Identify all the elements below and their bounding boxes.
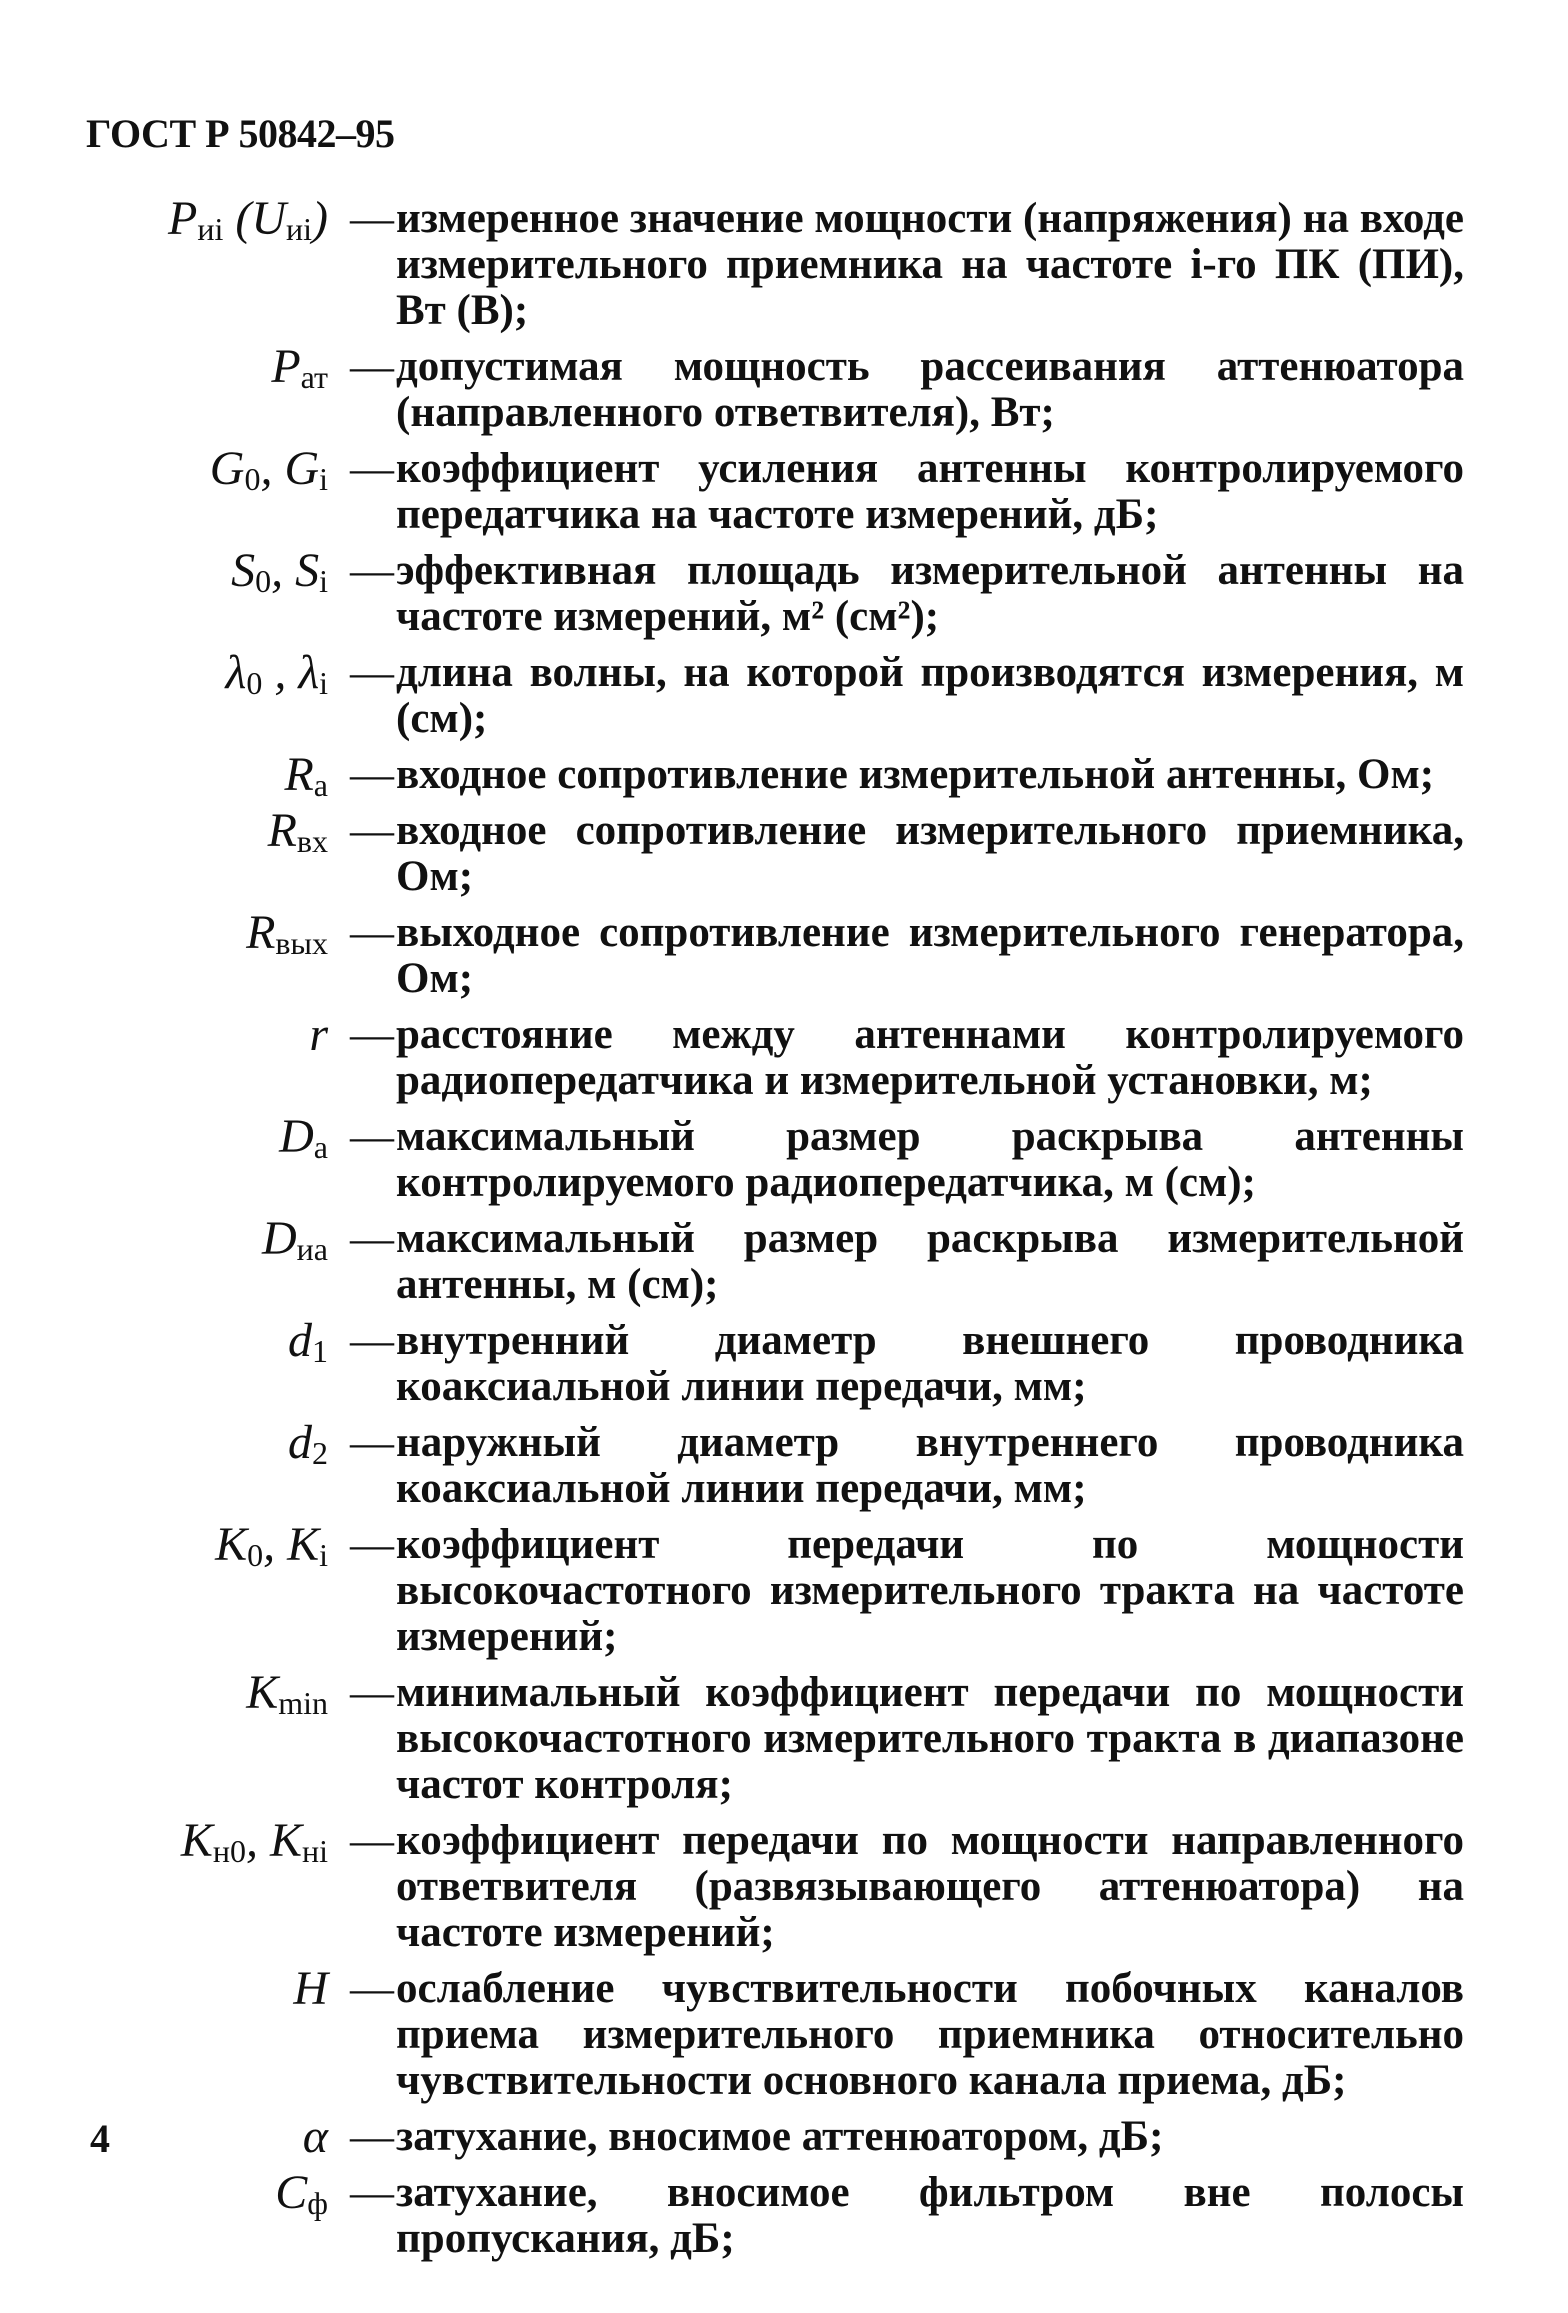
definition-symbol [0,906,350,961]
symbol-part: d [288,1416,312,1469]
definition-text: максимальный размер раскрыва измерительной антенны, м (см); [396,1215,1464,1308]
symbol-part: G [209,442,245,495]
symbol-part: K [246,1666,279,1719]
definition-row [0,906,1568,1002]
definition-dash: — [350,806,394,855]
symbol-subscript: i [319,665,328,701]
definition-text: максимальный размер раскрыва антенны контролируемого радиопередатчика, м (см); [396,1113,1464,1206]
definition-row [0,646,1568,742]
symbol-part: , K [263,1518,320,1571]
symbol-subscript: иа [296,1231,328,1267]
symbol-subscript: i [319,563,328,599]
symbol-part: (U [223,192,286,245]
definition-row [0,1110,1568,1206]
symbol-subscript: ат [300,359,328,395]
symbol-subscript: вх [296,823,328,859]
document-header: ГОСТ Р 50842–95 [86,111,395,156]
symbol-subscript: 0 [244,461,261,497]
definition-text: коэффициент передачи по мощности высокочастотного измерительного тракта на частоте измерений; [396,1521,1464,1660]
definition-text: минимальный коэффициент передачи по мощности высокочастотного измерительного тракта в диапазоне частот контроля; [396,1669,1464,1808]
definition-row [0,1666,1568,1808]
definition-symbol [0,442,350,497]
symbol-subscript: i [319,461,328,497]
definition-symbol [0,1212,350,1267]
symbol-subscript: н0 [212,1833,246,1869]
symbol-part: R [284,748,314,801]
symbol-part: S [231,544,256,597]
symbol-subscript: а [313,767,328,803]
definition-symbol [0,1666,350,1721]
definition-row [0,1416,1568,1512]
symbol-part: , S [271,544,320,597]
definition-row [0,340,1568,436]
definition-symbol [0,1110,350,1165]
symbol-part: C [275,2166,308,2219]
symbol-subscript: ф [307,2185,328,2221]
definition-dash: — [350,1964,394,2013]
symbol-part: R [267,804,297,857]
definition-row [0,2166,1568,2262]
definition-text: затухание, вносимое аттенюатором, дБ; [396,2113,1164,2160]
symbol-part: P [168,192,198,245]
symbol-subscript: а [313,1129,328,1165]
symbol-subscript: 0 [247,1537,264,1573]
definition-text: измеренное значение мощности (напряжения) на входе измерительного приемника на частоте i-го ПК (ПИ), Вт (В); [396,195,1464,334]
definition-row [0,804,1568,900]
definition-row [0,1212,1568,1308]
definition-text: коэффициент усиления антенны контролируемого передатчика на частоте измерений, дБ; [396,445,1464,538]
definition-dash: — [350,750,394,799]
definition-dash: — [350,2112,394,2161]
definition-symbol [0,1314,350,1369]
definition-symbol [0,804,350,859]
definition-symbol [0,1518,350,1573]
symbol-subscript: вых [275,925,328,961]
definition-dash: — [350,1010,394,1059]
symbol-subscript: i [319,1537,328,1573]
symbol-part: P [271,340,301,393]
definition-symbol [0,544,350,599]
definition-row [0,1314,1568,1410]
symbol-part: H [293,1962,328,2015]
definition-text: затухание, вносимое фильтром вне полосы пропускания, дБ; [396,2169,1464,2262]
symbol-part: D [262,1212,297,1265]
symbol-part: K [215,1518,248,1571]
definition-dash: — [350,194,394,243]
definition-text: коэффициент передачи по мощности направленного ответвителя (развязывающего аттенюатора) на частоте измерений; [396,1817,1464,1956]
symbol-part: D [279,1110,314,1163]
symbol-subscript: нi [301,1833,328,1869]
definition-text: выходное сопротивление измерительного генератора, Ом; [396,909,1464,1002]
definition-row [0,1518,1568,1660]
symbol-part: ) [312,192,328,245]
symbol-part: d [288,1314,312,1367]
definition-row [0,1962,1568,2104]
definition-dash: — [350,1214,394,1263]
symbol-part: K [180,1814,213,1867]
definition-text: длина волны, на которой производятся измерения, м (см); [396,649,1464,742]
definitions-list [0,192,1568,2272]
definition-symbol [0,748,350,803]
definition-text: ослабление чувствительности побочных каналов приема измерительного приемника относительно чувствительности основного канала приема, дБ; [396,1965,1464,2104]
definition-dash: — [350,444,394,493]
symbol-part: , K [245,1814,302,1867]
definition-symbol [0,1416,350,1471]
symbol-subscript: min [278,1685,328,1721]
symbol-part: λ [225,646,247,699]
definition-dash: — [350,1520,394,1569]
definition-symbol [0,646,350,701]
symbol-part: , λ [262,646,320,699]
symbol-part: r [309,1008,328,1061]
definition-row [0,442,1568,538]
definition-text: наружный диаметр внутреннего проводника коаксиальной линии передачи, мм; [396,1419,1464,1512]
definition-symbol [0,340,350,395]
definition-dash: — [350,648,394,697]
definition-dash: — [350,1418,394,1467]
definition-symbol [0,1008,350,1061]
symbol-subscript: 0 [246,665,263,701]
definition-row [0,2110,1568,2163]
symbol-subscript: иi [286,211,313,247]
definition-dash: — [350,2168,394,2217]
definition-text: внутренний диаметр внешнего проводника коаксиальной линии передачи, мм; [396,1317,1464,1410]
definition-symbol [0,1962,350,2015]
symbol-subscript: 2 [312,1435,328,1471]
definition-dash: — [350,1816,394,1865]
definition-dash: — [350,1316,394,1365]
definition-row [0,1814,1568,1956]
definition-text: допустимая мощность рассеивания аттенюатора (направленного ответвителя), Вт; [396,343,1464,436]
definition-dash: — [350,1112,394,1161]
definition-dash: — [350,546,394,595]
symbol-subscript: 1 [312,1333,328,1369]
page-number: 4 [90,2116,110,2161]
symbol-part: R [246,906,276,959]
definition-text: расстояние между антеннами контролируемого радиопередатчика и измерительной установки, м; [396,1011,1464,1104]
definition-text: входное сопротивление измерительной антенны, Ом; [396,751,1435,798]
definition-row [0,544,1568,640]
definition-text: входное сопротивление измерительного приемника, Ом; [396,807,1464,900]
definition-symbol [0,2166,350,2221]
definition-row [0,1008,1568,1104]
definition-symbol [0,2110,350,2163]
definition-symbol [0,1814,350,1869]
definition-symbol [0,192,350,247]
definition-dash: — [350,1668,394,1717]
definition-row [0,748,1568,803]
definition-dash: — [350,342,394,391]
symbol-part: , G [260,442,320,495]
symbol-subscript: иi [197,211,224,247]
definition-text: эффективная площадь измерительной антенны на частоте измерений, м² (см²); [396,547,1464,640]
symbol-subscript: 0 [255,563,272,599]
definition-row [0,192,1568,334]
symbol-part: α [302,2110,328,2163]
definition-dash: — [350,908,394,957]
